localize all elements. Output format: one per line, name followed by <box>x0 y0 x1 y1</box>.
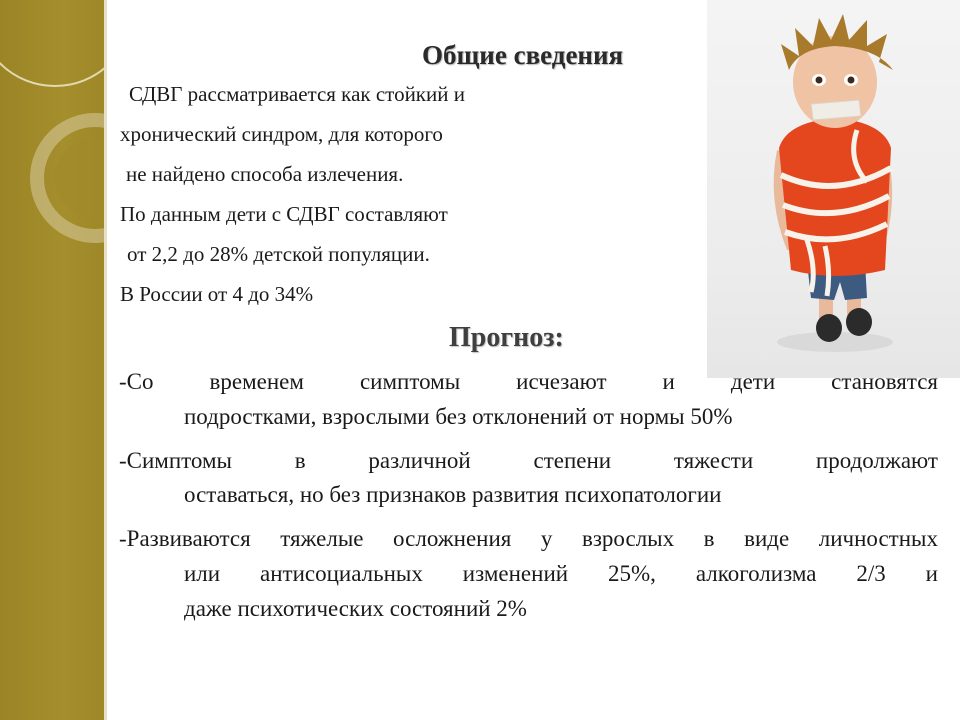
page-title: Общие сведения <box>422 40 624 70</box>
info-line: СДВГ рассматривается как стойкий и <box>129 82 465 106</box>
prognosis-item-line: подростками, взрослыми без отклонений от нормы 50% <box>184 404 733 429</box>
decorative-side-band <box>0 0 107 720</box>
prognosis-item-line: даже психотических состояний 2% <box>184 596 527 621</box>
band-edge-divider <box>104 0 107 720</box>
info-line: По данным дети с СДВГ составляют <box>120 202 448 226</box>
prognosis-item-line: оставаться, но без признаков развития психопатологии <box>184 482 722 507</box>
prognosis-item-line: -Развиваются тяжелые осложнения у взрослых в виде личностных <box>119 526 938 551</box>
boy-illustration <box>707 0 960 378</box>
prognosis-item-line: -Со временем симптомы исчезают и дети становятся <box>119 369 938 394</box>
info-line: хронический синдром, для которого <box>120 122 443 146</box>
boy-photo <box>707 0 960 378</box>
prognosis-item-line: или антисоциальных изменений 25%, алкоголизма 2/3 и <box>184 561 938 586</box>
info-line: В России от 4 до 34% <box>120 282 314 306</box>
info-line: не найдено способа излечения. <box>126 162 404 186</box>
prognosis-heading: Прогноз: <box>449 322 564 353</box>
decorative-circles <box>0 0 107 720</box>
info-line: от 2,2 до 28% детской популяции. <box>127 242 430 266</box>
prognosis-item-line: -Симптомы в различной степени тяжести продолжают <box>119 448 938 473</box>
